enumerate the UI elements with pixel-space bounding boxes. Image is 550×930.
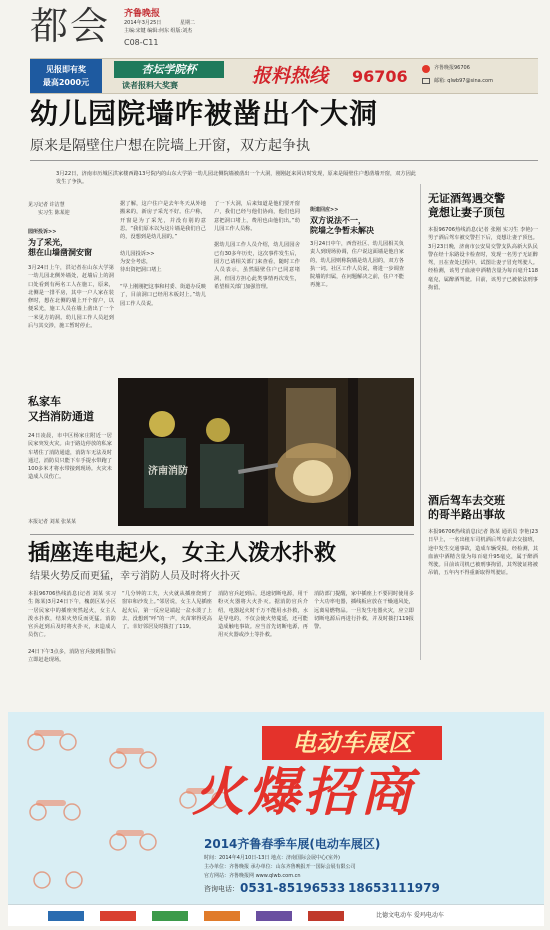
- lead-col4-subhead: 双方说法不一， 院墙之争暂未解决: [310, 216, 374, 235]
- section-label: 街道回应>>: [310, 207, 339, 213]
- partner-logo: [256, 911, 292, 921]
- lead-subheadline: 原来是隔壁住户想在院墙上开窗，双方起争执: [30, 138, 310, 154]
- reader-ad-banner: [30, 58, 538, 94]
- fire-col2-body: “几分钟的工夫，大火就从插座烧到了窗帘和沙发上。”邻居说，女主人见插座起火后，第一反应是端起一盆水泼了上去，没想到“呼”的一声，火苗窜得更高了。幸好邻居及时拨打了119。: [122, 591, 212, 631]
- section-title: 都会: [30, 4, 111, 48]
- contest-subtitle: 读者报料大奖赛: [122, 81, 178, 90]
- expo-ad: [8, 712, 544, 926]
- expo-tag: 电动车展区: [262, 726, 442, 760]
- right-story-1-body: 本报96706热线消息(记者 张刚 实习生 李艳)一男子酒后驾车被交警拦下后，竟想让妻子顶包。3月23日晚，济南市公安局交警支队高新大队民警在经十东路设卡检查时，发现一名男子无证醉驾，且在查处过程中，试图让妻子冒充驾驶人。经检测，该男子血液中酒精含量为每百毫升118毫克，属醉酒驾驶。目前，该男子已被依法刑事拘留。: [428, 227, 538, 292]
- hotline-label: 报料热线: [252, 65, 329, 87]
- mail-icon: [422, 78, 430, 84]
- page-range: C08-C11: [124, 38, 159, 47]
- weibo-icon: [422, 65, 430, 73]
- left-story-byline: 本报记者 刘某 张某某: [28, 519, 77, 525]
- fire-scene-graphic: [118, 378, 414, 526]
- masthead: [0, 0, 550, 56]
- prize-line-1: 见报即有奖: [46, 65, 86, 74]
- partner-names: 比德文电动车 爱玛电动车: [376, 912, 444, 919]
- partner-logo: [100, 911, 136, 921]
- right-story-1-headline: 无证酒驾遇交警 竟想让妻子顶包: [428, 192, 505, 219]
- editor-line: 主编:宋键 编辑:何东 组版:刘杰: [124, 28, 193, 34]
- lead-col4-body: 3月24日中午，西营社区、幼儿园相关负责人到现场协调，住户说这面墙是他自家的，幼儿园则称院墙是幼儿园的，双方各执一词。社区工作人员说，将进一步调查院墙的归属，在问题解决之前，住户不能再施工。: [310, 241, 404, 289]
- weibo-account: 齐鲁晚报96706: [434, 65, 470, 71]
- prize-line-2: 最高2000元: [42, 78, 90, 87]
- expo-host: 主办单位：齐鲁晚报 承办单位：山东齐鲁晚报开一国际会展有限公司: [204, 864, 356, 870]
- paper-logo: 齐鲁晚报: [124, 9, 161, 19]
- hotline-number: 96706: [352, 67, 408, 86]
- right-story-2-headline: 酒后驾车去交班 的哥半路出事故: [428, 494, 505, 521]
- left-story-headline: 私家车 又挡消防通道: [28, 395, 94, 423]
- lead-col1-body: 3月24日上午，洪记者在山东大学第一幼儿园北侧外墙处，赶墙后上的洞口处看到有两名工人在施工，原来，北侧是一排平房，其中一户人家在装修时，想在北侧的墙上开个窗户，以便采光，施工人员在墙上凿出了一个一米见方的洞。幼儿园工作人员赶到后与其交涉，施工暂时停止。: [28, 265, 114, 330]
- fire-col4-body: 消防部门提醒，家中插座上不要同时使用多个大功率电器，插线板应放在干燥通风处，远离易燃物品。一旦发生电器火灾，应立即切断电源后再进行扑救，并及时拨打119报警。: [314, 591, 414, 631]
- partner-logo: [204, 911, 240, 921]
- expo-slogan: 火爆招商: [192, 762, 417, 823]
- lead-col3-body: 了一下大洞，后来知道是他们要开窗户，我们已经与他们协商，他们也同意把洞口堵上，费用也由他们出。”幼儿园工作人员称。 据幼儿园工作人员介绍，幼儿园园舍已有30多年历史，这次事件发生后，园方已请相关部门来查看，随时工作人员表示，虽然隔壁住户已同意堵洞，但园方担心此类事情再次发生，希望相关部门加强管理。: [214, 201, 300, 290]
- fire-headline: 插座连电起火，女主人泼水扑救: [28, 540, 337, 566]
- right-story-2-body: 本报96706热线消息(记者 陈某 通讯员 李艳)23日早上，一名出租车司机酒后驾车前去交接班，途中发生交通事故，造成车辆受损。经检测，其血液中酒精含量为每百毫升95毫克，属于醉酒驾驶。目前该司机已被刑事拘留，其驾驶证将被吊销，五年内不得重新取得驾驶证。: [428, 529, 538, 577]
- issue-weekday: 星期二: [180, 20, 196, 26]
- left-story-body: 24日凌晨，市中区杨家庄附近一居民家突发火灾。由于路边停放的私家车堵住了消防通道，消防车无法及时通过，消防员只能下车手提水带跑了100多米才将水带接到现场。火灾未造成人员伤亡。: [28, 433, 112, 481]
- partner-logo: [308, 911, 344, 921]
- lead-byline-reporter: 见习记者 许洁慧: [28, 202, 65, 208]
- partner-logo: [48, 911, 84, 921]
- firefighter-jacket-text: 济南消防: [148, 466, 188, 477]
- expo-website: 官方网站：齐鲁晚报网 www.qlwb.com.cn: [204, 873, 301, 879]
- expo-phone-label: 咨询电话：: [204, 885, 239, 893]
- lead-byline-intern: 实习生 陈某迎: [38, 210, 70, 216]
- fire-col3-body: 消防官兵赶到后，迅速切断电源，用干粉灭火器将大火扑灭。据消防官兵介绍，电器起火时千万不能用水扑救，水是导电的，不仅会使火势蔓延，还可能造成触电事故。应当首先切断电源，再用灭火器或沙土等扑救。: [218, 591, 308, 639]
- divider: [30, 160, 538, 161]
- partner-logo: [152, 911, 188, 921]
- expo-time: 时间：2014年4月10日-13日 地点：济南国际会展中心(室外): [204, 855, 340, 861]
- lead-col1-subhead: 为了采光， 想在山墙凿洞安窗: [28, 238, 92, 257]
- email-address: 邮箱: qlwb97@sina.com: [434, 78, 493, 84]
- contest-name: 杏坛学院杯: [114, 61, 224, 78]
- right-column-border: [420, 184, 421, 660]
- issue-date: 2014年3月25日: [124, 20, 162, 26]
- expo-phone-1: 0531-85196533: [240, 881, 346, 895]
- expo-phone-2: 18653111979: [348, 881, 440, 895]
- lead-col2-body: 据了解，这户住户是去年冬天从外地搬来的，新房子采光不好。住户称，开窗是为了采光，并没有别的意思。“我们原本以为这片墙是我们自己的，没想到是幼儿园的。” 幼儿园投诉>> 为安全考虑， 待出资把洞口堵上 “早上刚刚把这事和村委、街道办反映了，目前洞口已经用木板封上。”幼儿园工作人员说。: [120, 201, 206, 307]
- expo-title: 2014齐鲁春季车展(电动车展区): [204, 837, 381, 851]
- lead-headline: 幼儿园院墙咋被凿出个大洞: [30, 97, 379, 130]
- fire-col1-body: 本报96706热线消息(记者 刘某 实习生 陈某)3月24日下午，槐荫区某小区一居民家中的插座突然起火，女主人泼水扑救，结果火势反而更猛。消防官兵赶到后及时将火扑灭，未造成人员伤亡。 24日下午3点多，消防官兵接到报警后立即赶赴现场。: [28, 591, 116, 664]
- fire-subheadline: 结果火势反而更猛，幸亏消防人员及时将火扑灭: [30, 571, 240, 582]
- section-label: 园所投诉>>: [28, 229, 57, 235]
- fire-photo: [118, 378, 414, 526]
- prize-box: [30, 59, 102, 93]
- lead-intro: 3月22日，济南市历城区洪家楼西路13号院内的山东大学第一幼儿园北侧院墙被凿出一个大洞，刚刚赶来回访时发现，原来是隔壁住户想凿墙开窗，双方因此发生了争执。: [56, 171, 416, 186]
- partner-strip: [8, 904, 544, 926]
- divider: [30, 534, 414, 535]
